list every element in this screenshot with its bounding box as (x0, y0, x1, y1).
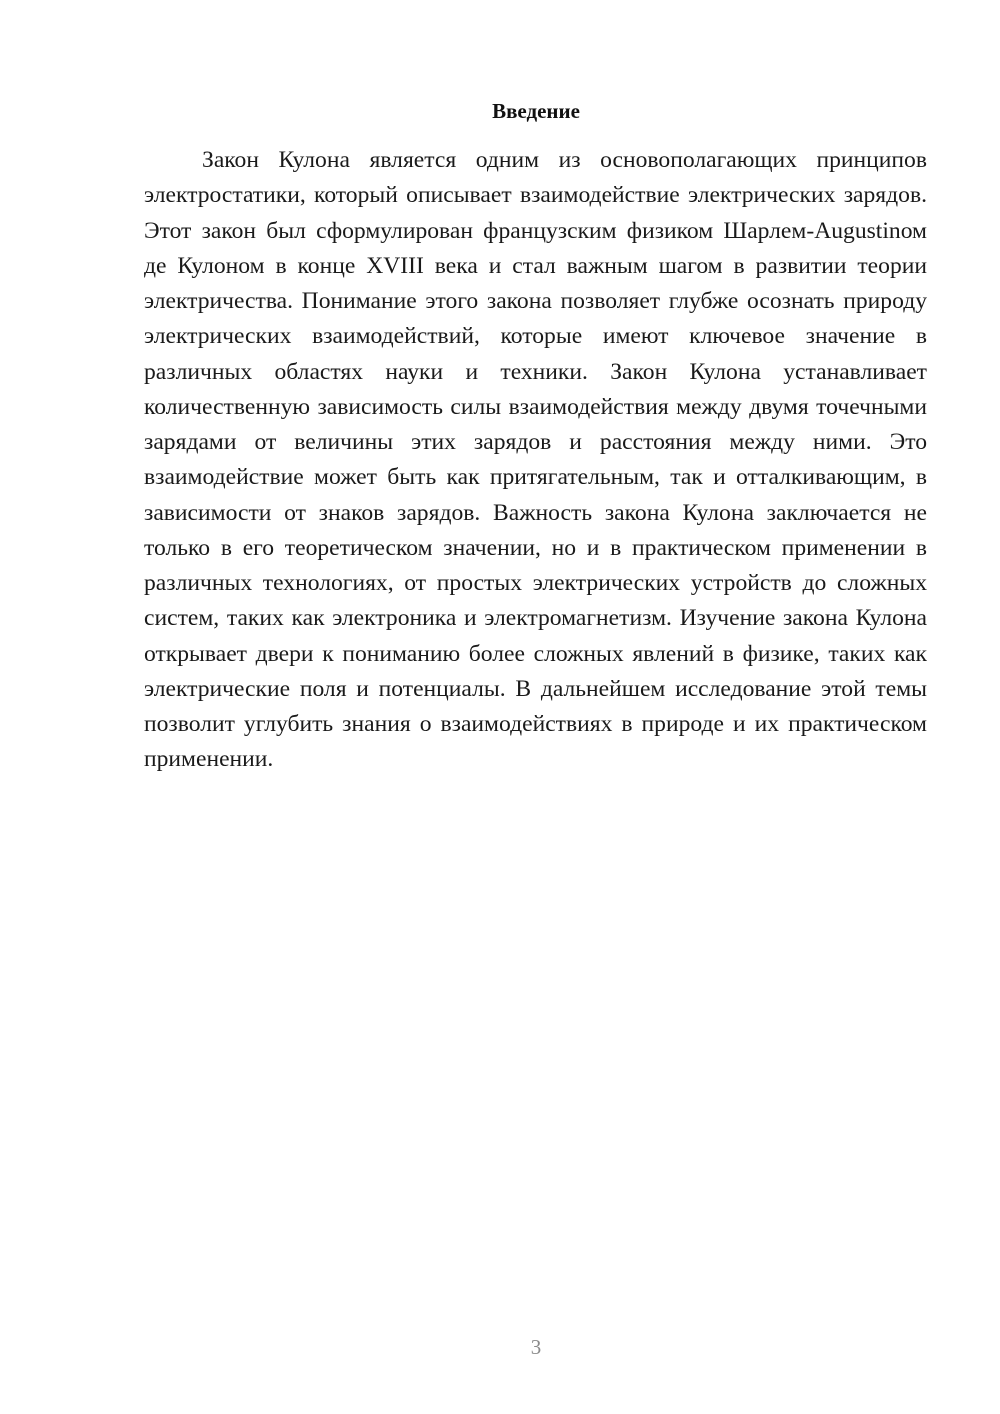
body-paragraph: Закон Кулона является одним из основополагающих принципов электростатики, который описывает взаимодействие электрических зарядов. Этот закон был сформулирован французским физиком Шарлем-Augustinом де Кулоном в конце XVIII века и стал важным шагом в развитии теории электричества. Понимание этого закона позволяет глубже осознать природу электрических взаимодействий, которые имеют ключевое значение в различных областях науки и техники. Закон Кулона устанавливает количественную зависимость силы взаимодействия между двумя точечными зарядами от величины этих зарядов и расстояния между ними. Это взаимодействие может быть как притягательным, так и отталкивающим, в зависимости от знаков зарядов. Важность закона Кулона заключается не только в его теоретическом значении, но и в практическом применении в различных технологиях, от простых электрических устройств до сложных систем, таких как электроника и электромагнетизм. Изучение закона Кулона открывает двери к пониманию более сложных явлений в физике, таких как электрические поля и потенциалы. В дальнейшем исследование этой темы позволит углубить знания о взаимодействиях в природе и их практическом применении. (144, 147, 927, 773)
page-number: 3 (530, 1335, 542, 1359)
section-title: Введение (492, 99, 580, 123)
